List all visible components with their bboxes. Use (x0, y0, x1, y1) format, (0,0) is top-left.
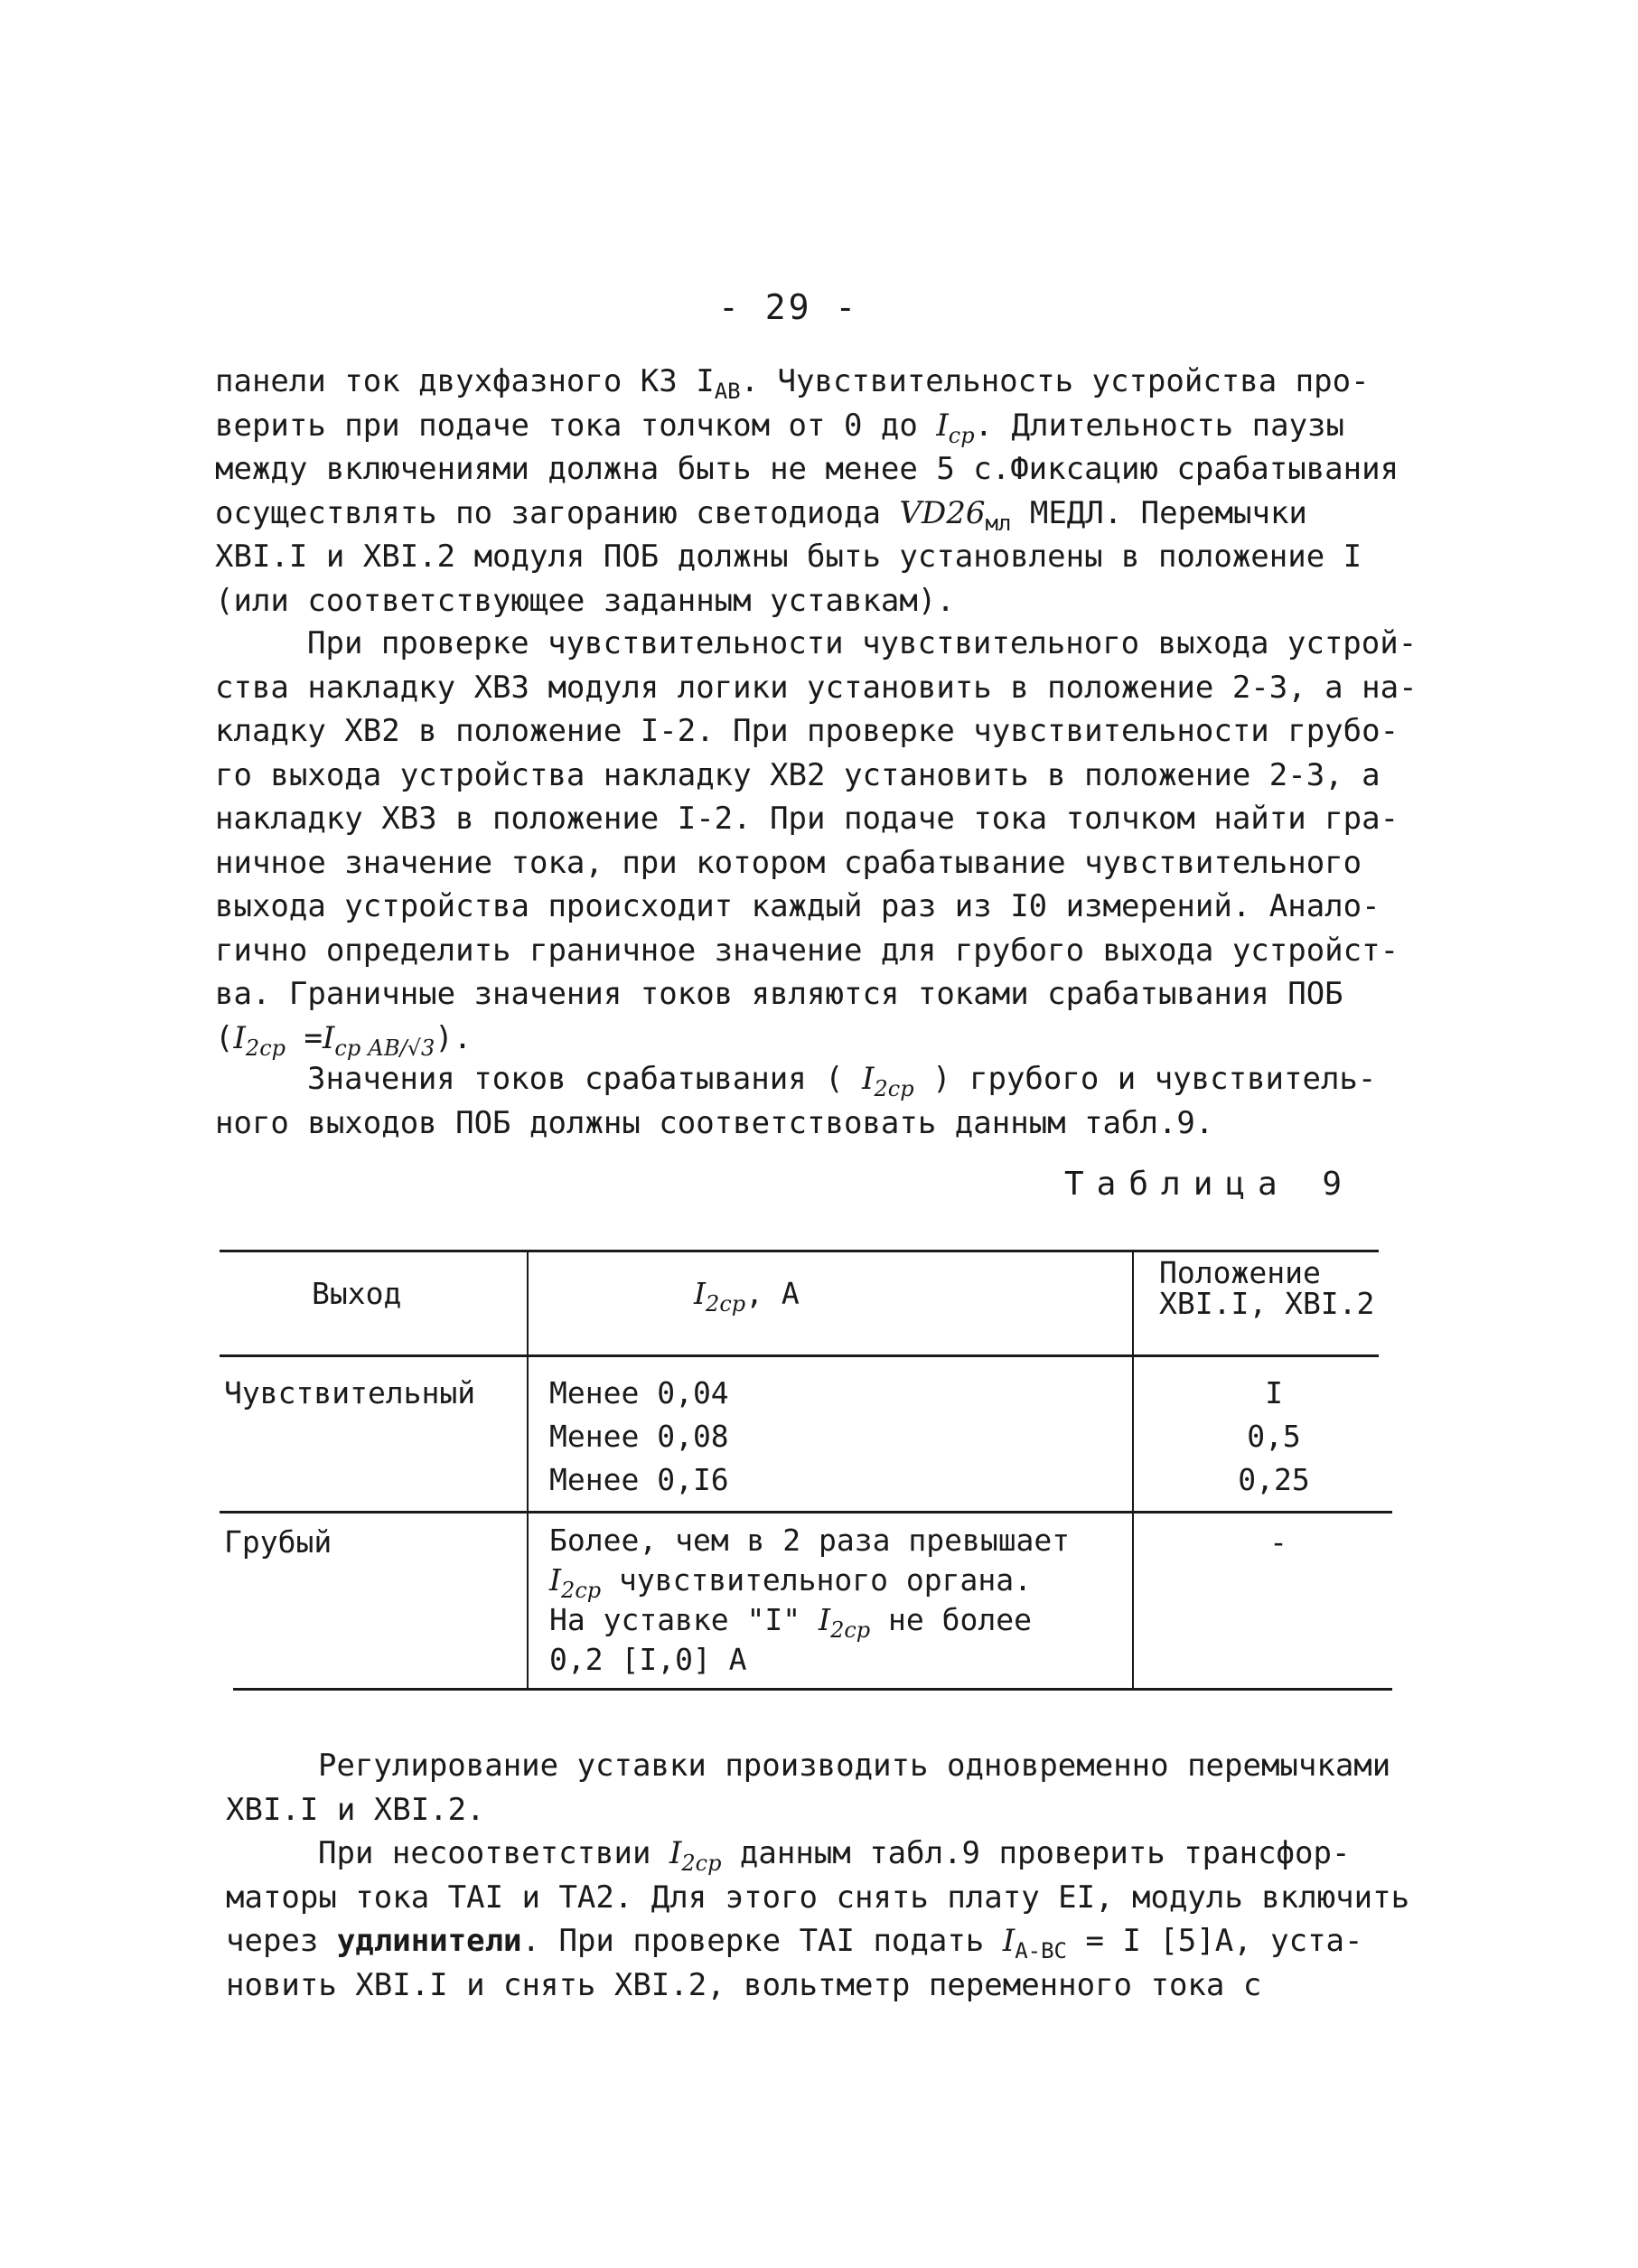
text-run: ХВI.I, ХВI.2 (1159, 1286, 1375, 1321)
math-symbol: I (322, 1019, 335, 1056)
text-line: При проверке чувствительности чувствительного выхода устрой- (307, 625, 1418, 661)
text-run: панели ток двухфазного КЗ I (215, 363, 715, 399)
text-line: ства накладку ХВ3 модуля логики установить в положение 2-3, а на- (215, 669, 1418, 706)
table-row-rule (220, 1511, 1392, 1514)
bold-word: удлинители (336, 1923, 522, 1959)
text-run: . Чувствительность устройства про- (740, 363, 1370, 399)
math-symbol: I (1002, 1923, 1016, 1959)
table-header-output: Выход (312, 1276, 402, 1311)
subscript: AB (714, 379, 741, 404)
text-line (549, 1560, 1070, 1603)
text-run: ( (215, 1019, 234, 1056)
paragraph-2 (215, 622, 1418, 1060)
text-line (215, 360, 1399, 404)
text-line: гично определить граничное значение для грубого выхода устройст- (215, 932, 1399, 969)
paragraph-5 (226, 1744, 1390, 1832)
text-run: верить при подаче тока толчком от 0 до (215, 407, 937, 444)
math-symbol: I (549, 1562, 562, 1598)
table-cell-value: Менее 0,I6 (549, 1462, 729, 1497)
paragraph-3 (215, 1057, 1376, 1145)
math-symbol: I (669, 1835, 682, 1871)
text-line (226, 1832, 1409, 1876)
table-cell-value: Менее 0,08 (549, 1419, 729, 1454)
table-row-2-output: Грубый (224, 1524, 332, 1560)
subscript: 2ср (681, 1851, 722, 1876)
page-number: - 29 - (718, 287, 859, 327)
table-col-divider-2 (1132, 1251, 1134, 1690)
text-run: Значения токов срабатывания ( (307, 1061, 863, 1097)
table-header-current (694, 1272, 800, 1316)
paragraph-1 (215, 360, 1399, 623)
text-run: МЕДЛ. Перемычки (1011, 494, 1307, 531)
table-cell-value: 0,25 (1238, 1462, 1310, 1497)
text-line: маторы тока ТАI и ТА2. Для этого снять плату ЕI, модуль включить (226, 1879, 1410, 1916)
text-line: ничное значение тока, при котором срабатывание чувствительного (215, 844, 1362, 881)
text-line: между включениями должна быть не менее 5 с.Фиксацию срабатывания (215, 451, 1399, 487)
math-symbol: I (936, 407, 949, 444)
text-line: ного выходов ПОБ должны соответствовать данным табл.9. (215, 1104, 1214, 1141)
math-symbol: I (694, 1276, 707, 1311)
math-symbol: I (862, 1061, 875, 1097)
text-run: На уставке "I" (549, 1602, 819, 1637)
text-run: чувствительного органа. (601, 1562, 1032, 1598)
text-line: кладку ХВ2 в положение I-2. При проверке чувствительности грубо- (215, 713, 1399, 749)
table-col-divider-1 (527, 1251, 529, 1690)
table-caption: Таблица 9 (1064, 1166, 1355, 1203)
paragraph-6 (226, 1832, 1409, 2007)
table-row-2-values (549, 1521, 1070, 1680)
text-line (549, 1600, 1070, 1643)
text-line: выхода устройства происходит каждый раз из I0 измерений. Анало- (215, 888, 1381, 924)
text-line: го выхода устройства накладку ХВ2 установить в положение 2-3, а (215, 756, 1381, 793)
text-run: . При проверке ТАI подать (521, 1923, 1003, 1959)
text-line: ХВI.I и ХВI.2 модуля ПОБ должны быть установлены в положение I (215, 539, 1362, 575)
text-line (215, 1017, 1418, 1061)
table-row-2-position: - (1269, 1524, 1287, 1560)
text-run: ). (435, 1019, 473, 1056)
text-run: осуществлять по загоранию светодиода (215, 494, 900, 531)
table-top-rule (220, 1250, 1379, 1252)
math-symbol: I (819, 1602, 831, 1637)
text-run: При несоответствии (318, 1835, 669, 1871)
table-bottom-rule (233, 1688, 1392, 1691)
text-line: ва. Граничные значения токов являются токами срабатывания ПОБ (215, 976, 1343, 1012)
text-run: = I [5]А, уста- (1066, 1923, 1363, 1959)
text-run: . Длительность паузы (974, 407, 1344, 444)
subscript: ср АВ/√3 (334, 1035, 435, 1061)
text-line (226, 1919, 1409, 1963)
table-row-1-output: Чувствительный (224, 1375, 476, 1410)
table-cell-value: Менее 0,04 (549, 1375, 729, 1410)
subscript: ср (948, 422, 975, 448)
subscript: 2ср (874, 1076, 914, 1101)
text-line: ХВI.I и ХВI.2. (226, 1791, 485, 1828)
table-row-1-values (549, 1372, 729, 1502)
text-line (215, 404, 1399, 448)
table-cell-value: I (1265, 1375, 1283, 1410)
text-line: накладку ХВ3 в положение I-2. При подаче тока толчком найти гра- (215, 801, 1399, 837)
text-run: Положение (1159, 1255, 1321, 1290)
text-run: через (226, 1923, 337, 1959)
math-symbol: VD26 (899, 494, 986, 531)
text-line: (или соответствующее заданным уставкам). (215, 582, 955, 619)
text-run: не более (870, 1602, 1032, 1637)
subscript: А-ВС (1015, 1938, 1067, 1963)
math-symbol: I (233, 1019, 246, 1056)
text-line: новить ХВI.I и снять ХВI.2, вольтметр переменного тока с (226, 1966, 1262, 2003)
table-header-rule (220, 1354, 1379, 1357)
text-run: , А (745, 1276, 800, 1311)
subscript: 2ср (706, 1291, 746, 1317)
text-run: Более, чем в 2 раза превышает (549, 1523, 1071, 1558)
table-row-1-positions (1211, 1372, 1337, 1502)
text-run: = (285, 1019, 323, 1056)
subscript: 2ср (830, 1617, 871, 1643)
text-line (215, 492, 1399, 536)
text-run: ) грубого и чувствитель- (913, 1061, 1377, 1097)
text-run: данным табл.9 проверить трансфор- (721, 1835, 1351, 1871)
table-cell-value: 0,5 (1247, 1419, 1301, 1454)
text-line: Регулирование уставки производить одновременно перемычками (318, 1748, 1391, 1784)
subscript: 2ср (245, 1035, 285, 1061)
table-header-position (1159, 1255, 1375, 1321)
text-run: 0,2 [I,0] А (549, 1642, 747, 1677)
subscript: 2ср (561, 1578, 602, 1603)
text-line (215, 1057, 1376, 1101)
subscript: мл (985, 510, 1012, 536)
